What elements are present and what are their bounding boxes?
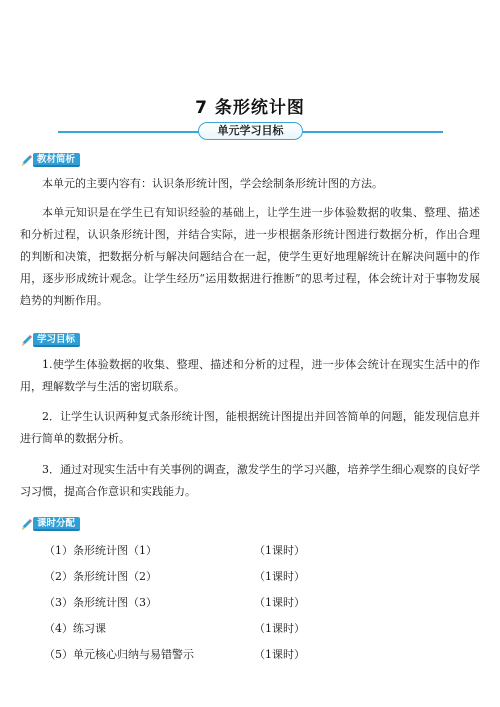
section-tag-schedule <box>20 516 80 532</box>
pencil-icon <box>20 333 32 347</box>
lesson-row <box>44 593 464 613</box>
section-label: 课时分配 <box>33 517 80 531</box>
banner-line-left <box>58 131 218 133</box>
overview-paragraph-1: 本单元的主要内容有：认识条形统计图，学会绘制条形统计图的方法。 <box>42 177 383 190</box>
page-title: 7 条形统计图 <box>195 98 305 118</box>
lesson-hours: （1课时） <box>254 622 305 635</box>
lesson-hours: （1课时） <box>254 570 305 583</box>
lesson-row <box>44 541 464 561</box>
lesson-hours: （1课时） <box>254 544 305 557</box>
section-tag-overview <box>20 152 80 168</box>
goal-item-1: 1.使学生体验数据的收集、整理、描述和分析的过程，进一步体会统计在现实生活中的作用，理解数学与生活的密切联系。 <box>20 358 480 393</box>
banner-line-right <box>283 131 443 133</box>
unit-goals-banner <box>58 122 443 140</box>
goal-item-3: 3．通过对现实生活中有关事例的调查，激发学生的学习兴趣，培养学生细心观察的良好学习习惯，提高合作意识和实践能力。 <box>20 463 480 498</box>
lesson-name: （3）条形统计图（3） <box>44 596 157 609</box>
lesson-hours: （1课时） <box>254 648 305 661</box>
section-tag-goals <box>20 332 80 348</box>
lesson-row <box>44 567 464 587</box>
lesson-name: （5）单元核心归纳与易错警示 <box>44 648 194 661</box>
section-label: 学习目标 <box>33 333 80 347</box>
lesson-hours: （1课时） <box>254 596 305 609</box>
pencil-icon <box>20 517 32 531</box>
lesson-row <box>44 619 464 639</box>
overview-paragraph-2: 本单元知识是在学生已有知识经验的基础上，让学生进一步体验数据的收集、整理、描述和分析过程，认识条形统计图，并结合实际，进一步根据条形统计图进行数据分析，作出合理的判断和决策，把数据分析与解决问题结合在一起，使学生更好地理解统计在解决问题中的作用，逐步形成统计观念。让学生经历“运用数据进行推断”的思考过程，体会统计对于事物发展趋势的判断作用。 <box>20 206 480 307</box>
lesson-row <box>44 645 464 665</box>
banner-label: 单元学习目标 <box>198 122 303 140</box>
lesson-name: （2）条形统计图（2） <box>44 570 157 583</box>
section-label: 教材简析 <box>33 153 80 167</box>
pencil-icon <box>20 153 32 167</box>
lesson-name: （1）条形统计图（1） <box>44 544 157 557</box>
lesson-name: （4）练习课 <box>44 622 106 635</box>
goal-item-2: 2．让学生认识两种复式条形统计图，能根据统计图提出并回答简单的问题，能发现信息并进行简单的数据分析。 <box>20 410 480 445</box>
